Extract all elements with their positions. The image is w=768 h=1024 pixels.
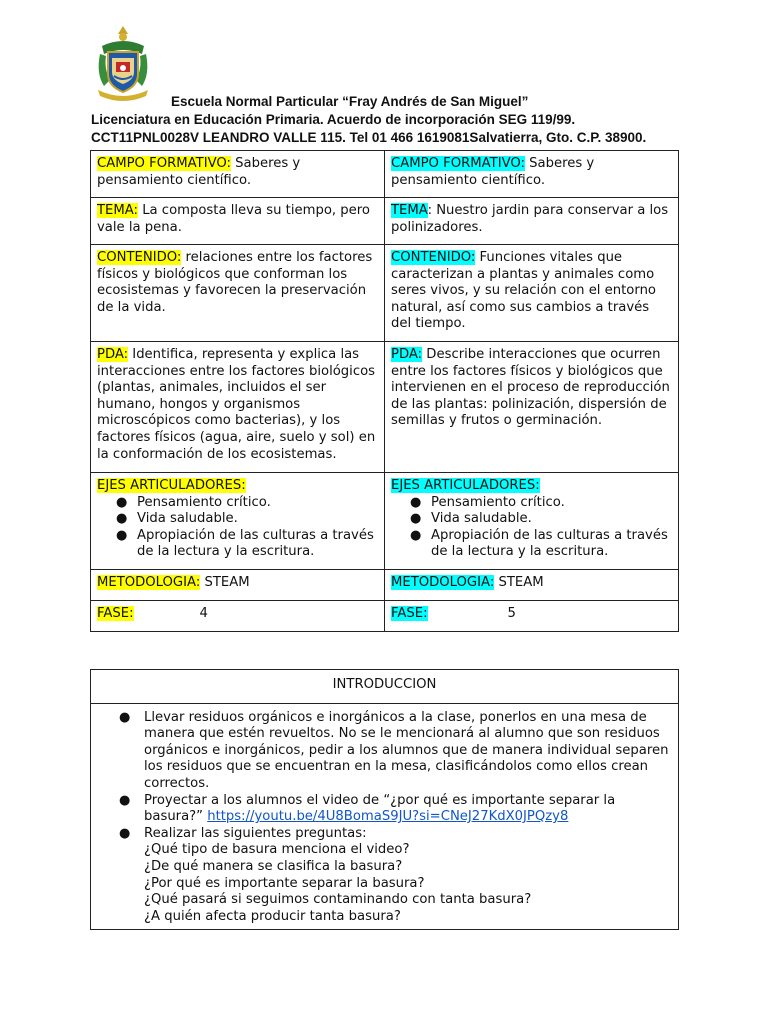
- tema-left: [91, 198, 385, 245]
- list-item: ● Vida saludable.: [137, 511, 378, 528]
- intro-title: INTRODUCCION: [91, 670, 679, 704]
- tema-value: La composta lleva su tiempo, pero vale la pena.: [97, 203, 370, 235]
- question: ¿A quién afecta producir tanta basura?: [144, 908, 401, 924]
- list-item: ● Pensamiento crítico.: [431, 495, 672, 512]
- fase-value: 5: [507, 606, 516, 621]
- metodologia-label: METODOLOGIA:: [97, 575, 201, 590]
- metodologia-left: [91, 570, 385, 601]
- list-item: ● Llevar residuos orgánicos e inorgánicos a la clase, ponerlos en una mesa de manera que estén revueltos. No se le mencionará al alumno que son residuos orgánicos e inorgánicos, pedir a los alumnos que de manera individual separen los residuos que se encuentran en la mesa, clasificándolos como ellos crean correctos.: [144, 710, 670, 793]
- pda-right: [385, 342, 679, 473]
- ejes-label: EJES ARTICULADORES:: [97, 478, 246, 493]
- question: ¿Por qué es importante separar la basura?: [144, 875, 425, 891]
- address-line: CCT11PNL0028V LEANDRO VALLE 115. Tel 01 466 1619081Salvatierra, Gto. C.P. 38900.: [91, 130, 647, 145]
- campo-value: Saberes y pensamiento científico.: [97, 156, 301, 188]
- contenido-label: CONTENIDO:: [391, 250, 476, 265]
- list-item: [144, 826, 670, 926]
- question: ¿Qué tipo de basura menciona el video?: [144, 842, 410, 858]
- metodologia-label: METODOLOGIA:: [391, 575, 495, 590]
- introduccion-table: [90, 669, 679, 930]
- question: ¿De qué manera se clasifica la basura?: [144, 858, 403, 874]
- contenido-label: CONTENIDO:: [97, 250, 182, 265]
- list-item: ● Vida saludable.: [431, 511, 672, 528]
- intro-body: [91, 703, 679, 930]
- school-name: Escuela Normal Particular “Fray Andrés de San Miguel”: [171, 94, 529, 109]
- degree-line: Licenciatura en Educación Primaria. Acuerdo de incorporación SEG 119/99.: [91, 112, 576, 127]
- questions-intro: Realizar las siguientes preguntas:: [144, 825, 367, 841]
- list-item: ● Apropiación de las culturas a través de la lectura y la escritura.: [137, 528, 378, 561]
- tema-label: TEMA:: [97, 203, 138, 218]
- contenido-left: [91, 245, 385, 342]
- pda-value: Describe interacciones que ocurren entre los factores físicos y biológicos que intervienen en el proceso de reproducción de las plantas: polinización, dispersión de semillas y frutos o germinación.: [391, 347, 670, 429]
- pda-value: Identifica, representa y explica las interacciones entre los factores biológicos (plantas, animales, incluidos el ser humano, hongos y organismos microscópicos como bacterias), y los factores físicos (agua, aire, suelo y sol) en la conformación de los ecosistemas.: [97, 347, 376, 462]
- campo-formativo-left: [91, 151, 385, 198]
- ejes-left: [91, 473, 385, 570]
- video-text: Proyectar a los alumnos el video de “¿por qué es importante separar la basura?”: [144, 792, 616, 825]
- contenido-right: [385, 245, 679, 342]
- ejes-label: EJES ARTICULADORES:: [391, 478, 540, 493]
- ejes-list: [391, 495, 672, 561]
- list-item: ● Pensamiento crítico.: [137, 495, 378, 512]
- video-link[interactable]: https://youtu.be/4U8BomaS9JU?si=CNeJ27KdX0JPQzy8: [207, 809, 569, 825]
- metodologia-value: STEAM: [494, 575, 544, 590]
- list-item: [144, 793, 670, 826]
- question: ¿Qué pasará si seguimos contaminando con tanta basura?: [144, 892, 532, 908]
- metodologia-right: [385, 570, 679, 601]
- school-crest-logo: [92, 24, 154, 104]
- planning-table: [90, 150, 679, 632]
- fase-label: FASE:: [391, 606, 428, 621]
- fase-right: [385, 601, 679, 632]
- pda-label: PDA:: [391, 347, 423, 362]
- tema-label: TEMA: [391, 203, 428, 218]
- contenido-value: Funciones vitales que caracterizan a plantas y animales como seres vivos, y su relación con el entorno natural, así como sus cambios a través del tiempo.: [391, 250, 656, 332]
- pda-label: PDA:: [97, 347, 129, 362]
- ejes-list: [97, 495, 378, 561]
- fase-value: 4: [199, 606, 208, 621]
- list-item: ● Apropiación de las culturas a través de la lectura y la escritura.: [431, 528, 672, 561]
- pda-left: [91, 342, 385, 473]
- tema-right: [385, 198, 679, 245]
- fase-left: [91, 601, 385, 632]
- ejes-right: [385, 473, 679, 570]
- campo-formativo-right: [385, 151, 679, 198]
- tema-value: : Nuestro jardin para conservar a los polinizadores.: [391, 203, 669, 235]
- campo-label: CAMPO FORMATIVO:: [391, 156, 525, 171]
- campo-value: Saberes y pensamiento científico.: [391, 156, 595, 188]
- metodologia-value: STEAM: [200, 575, 250, 590]
- intro-list: [97, 710, 670, 926]
- contenido-value: relaciones entre los factores físicos y biológicos que conforman los ecosistemas y favorecen la preservación de la vida.: [97, 250, 373, 315]
- campo-label: CAMPO FORMATIVO:: [97, 156, 231, 171]
- fase-label: FASE:: [97, 606, 134, 621]
